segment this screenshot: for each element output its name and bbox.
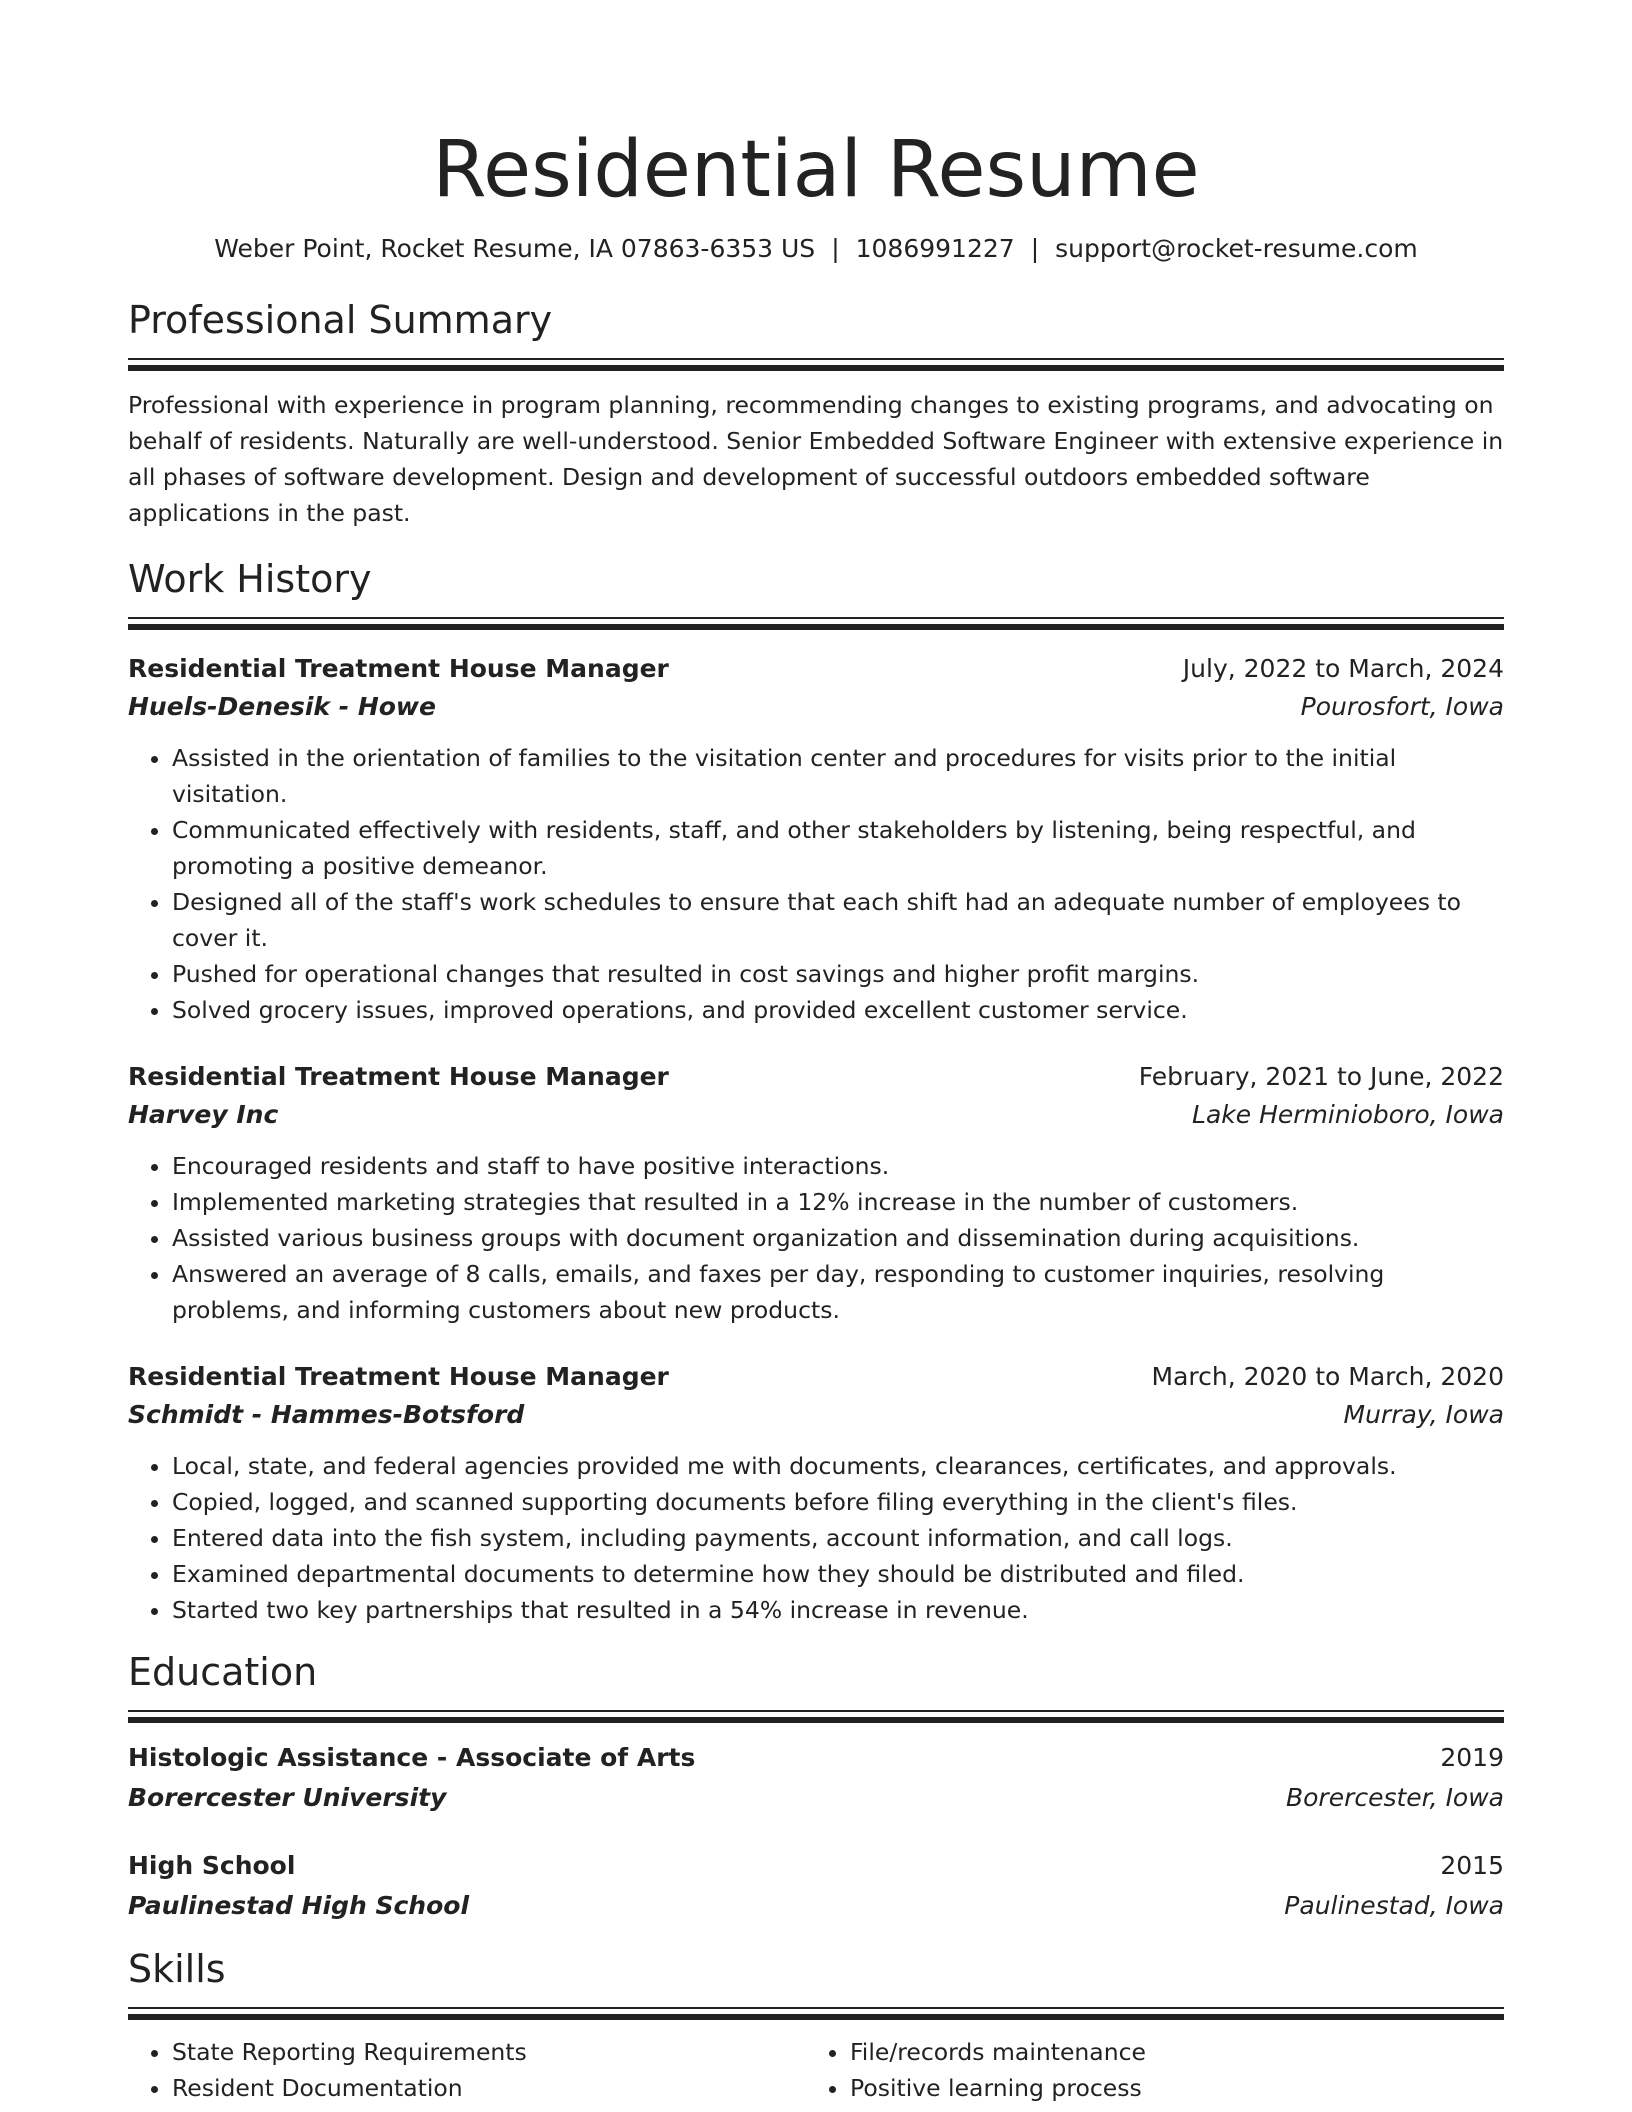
list-item: • Communicated effectively with residents, staff, and other stakeholders by listening, being respectful, and promoting a positive demeanor. [172, 812, 1504, 884]
list-item: • Designed all of the staff's work schedules to ensure that each shift had an adequate number of employees to cover it. [172, 884, 1504, 956]
job-bullets [128, 1148, 1504, 1328]
education-degree: High School [128, 1851, 296, 1880]
list-item: • Encouraged residents and staff to have positive interactions. [172, 1148, 1504, 1184]
job-title: Residential Treatment House Manager [128, 654, 669, 683]
education-entry [128, 1847, 1504, 1925]
list-item: • File/records maintenance [850, 2034, 1484, 2070]
education-school: Borercester University [128, 1783, 447, 1812]
list-item: • Implemented marketing strategies that resulted in a 12% increase in the number of customers. [172, 1184, 1504, 1220]
job-dates: March, 2020 to March, 2020 [1151, 1362, 1504, 1391]
list-item: • Started two key partnerships that resulted in a 54% increase in revenue. [172, 1592, 1504, 1628]
job-title: Residential Treatment House Manager [128, 1362, 669, 1391]
skills-column-left [128, 2034, 806, 2106]
job-location: Lake Herminioboro, Iowa [1192, 1100, 1504, 1129]
education-year: 2019 [1440, 1743, 1504, 1772]
education-entry [128, 1739, 1504, 1817]
skills-section [128, 1945, 1504, 2106]
list-item: • State Reporting Requirements [172, 2034, 806, 2070]
job-location: Murray, Iowa [1343, 1400, 1504, 1429]
resume-page [128, 0, 1504, 2106]
contact-line [128, 232, 1504, 266]
section-divider [128, 2007, 1504, 2020]
list-item: • Assisted in the orientation of families to the visitation center and procedures for visits prior to the initial visitation. [172, 740, 1504, 812]
job-company: Huels-Denesik - Howe [128, 692, 436, 721]
summary-text: Professional with experience in program planning, recommending changes to existing programs, and advocating on behalf of residents. Naturally are well-understood. Senior Embedded Software Engineer with extensive experience in all phases of software development. Design and development of successful outdoors embedded software applications in the past. [128, 391, 1504, 527]
list-item: • Assisted various business groups with document organization and dissemination during acquisitions. [172, 1220, 1504, 1256]
section-title-work: Work History [128, 557, 372, 601]
education-location: Paulinestad, Iowa [1284, 1891, 1504, 1920]
list-item: • Solved grocery issues, improved operations, and provided excellent customer service. [172, 992, 1504, 1028]
contact-email: support@rocket-resume.com [1055, 234, 1418, 263]
education-section [128, 1648, 1504, 1925]
contact-phone: 1086991227 [855, 234, 1015, 263]
section-divider [128, 358, 1504, 371]
list-item: • Local, state, and federal agencies provided me with documents, clearances, certificates, and approvals. [172, 1448, 1504, 1484]
education-year: 2015 [1440, 1851, 1504, 1880]
section-title-skills: Skills [128, 1947, 226, 1991]
section-divider [128, 1710, 1504, 1723]
contact-separator: | [1030, 234, 1040, 263]
education-degree: Histologic Assistance - Associate of Arts [128, 1743, 696, 1772]
skills-columns [128, 2034, 1504, 2106]
job-entry [128, 650, 1504, 1028]
job-dates: February, 2021 to June, 2022 [1138, 1062, 1504, 1091]
job-entry [128, 1058, 1504, 1328]
summary-section [128, 296, 1504, 531]
list-item: • Examined departmental documents to determine how they should be distributed and filed. [172, 1556, 1504, 1592]
education-school: Paulinestad High School [128, 1891, 470, 1920]
skills-column-right [806, 2034, 1484, 2106]
resume-name: Residential Resume [432, 125, 1200, 215]
list-item: • Resident Documentation [172, 2070, 806, 2106]
section-divider [128, 617, 1504, 630]
list-item: • Answered an average of 8 calls, emails, and faxes per day, responding to customer inquiries, resolving problems, and informing customers about new products. [172, 1256, 1504, 1328]
job-title: Residential Treatment House Manager [128, 1062, 669, 1091]
section-title-summary: Professional Summary [128, 298, 553, 342]
job-dates: July, 2022 to March, 2024 [1182, 654, 1504, 683]
job-bullets [128, 740, 1504, 1028]
list-item: • Copied, logged, and scanned supporting documents before filing everything in the client's files. [172, 1484, 1504, 1520]
contact-address: Weber Point, Rocket Resume, IA 07863-6353 US [214, 234, 816, 263]
job-location: Pourosfort, Iowa [1300, 692, 1504, 721]
section-title-education: Education [128, 1650, 318, 1694]
job-company: Schmidt - Hammes-Botsford [128, 1400, 525, 1429]
contact-separator: | [831, 234, 840, 263]
list-item: • Positive learning process [850, 2070, 1484, 2106]
list-item: • Entered data into the fish system, including payments, account information, and call logs. [172, 1520, 1504, 1556]
list-item: • Pushed for operational changes that resulted in cost savings and higher profit margins. [172, 956, 1504, 992]
education-location: Borercester, Iowa [1285, 1783, 1504, 1812]
job-bullets [128, 1448, 1504, 1628]
job-entry [128, 1358, 1504, 1628]
job-company: Harvey Inc [128, 1100, 279, 1129]
work-section [128, 555, 1504, 1628]
